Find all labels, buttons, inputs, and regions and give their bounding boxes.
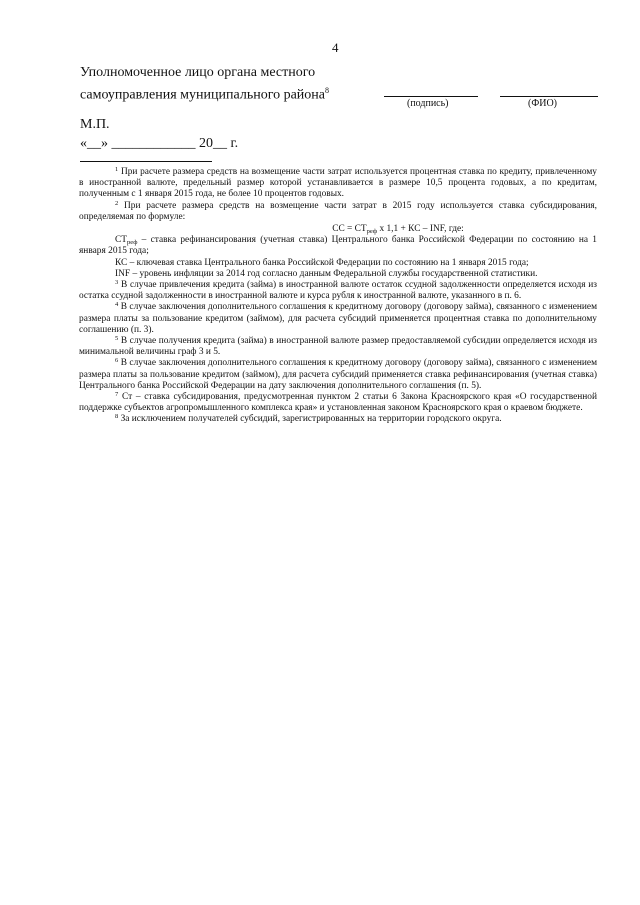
definition-subscript: реф bbox=[126, 239, 138, 247]
footnote-number: 4 bbox=[115, 301, 119, 309]
official-title-text: самоуправления муниципального района bbox=[80, 87, 326, 103]
footnote-ref-8: 8 bbox=[325, 86, 330, 95]
footnote-2 bbox=[79, 201, 597, 223]
footnote-text: Ст – ставка субсидирования, предусмотренная пунктом 2 статьи 6 Закона Красноярского края «О государственной поддержке субъектов агропромышленного комплекса края» и установленная законом Красноярского края о краевом бюджете. bbox=[79, 392, 597, 414]
page-number: 4 bbox=[332, 40, 339, 55]
footnote-number: 2 bbox=[115, 199, 119, 207]
footnote-8 bbox=[79, 414, 597, 425]
formula-right: x 1,1 + КС – INF, где: bbox=[377, 224, 464, 235]
official-signatory-block bbox=[80, 64, 329, 105]
footnote-text: В случае получения кредита (займа) в иностранной валюте размер предоставляемой субсидии определяется исходя из минимальной величины граф 3 и 5. bbox=[79, 336, 597, 358]
footnote-number: 6 bbox=[115, 357, 119, 365]
footnote-text: За исключением получателей субсидий, зарегистрированных на территории городского округа. bbox=[120, 414, 502, 425]
footnote-number: 7 bbox=[115, 391, 119, 399]
definition-st-ref bbox=[79, 235, 597, 257]
footnote-7 bbox=[79, 392, 597, 414]
subsidy-rate-formula bbox=[79, 224, 597, 235]
definition-ks: КС – ключевая ставка Центрального банка Российской Федерации по состоянию на 1 января 2015 года; bbox=[115, 257, 529, 268]
footnote-number: 3 bbox=[115, 279, 119, 287]
formula-subscript: реф bbox=[366, 228, 378, 236]
footnote-3 bbox=[79, 280, 597, 302]
official-title-line-2 bbox=[80, 82, 329, 105]
footnote-text: При расчете размера средств на возмещение части затрат используется процентная ставка по кредиту, привлеченному в иностранной валюте, предельный размер которой устанавливается в размере 10,5 процента годовых, а по кредитам, полученным с 1 января 2015 года, не более 10 процентов годовых. bbox=[79, 167, 597, 200]
official-title-line-1: Уполномоченное лицо органа местного bbox=[80, 65, 316, 80]
footnote-text: В случае заключения дополнительного соглашения к кредитному договору (договору займа), связанного с изменением размера платы за пользование кредитом (займом), для расчета субсидий применяется ставка рефинансирования (учетная ставка) Центрального банка Российской Федерации на дату заключения дополнительного соглашения (п. 5). bbox=[79, 358, 598, 391]
signature-line bbox=[384, 96, 478, 97]
name-line bbox=[500, 96, 598, 97]
footnote-4 bbox=[79, 302, 597, 336]
footnote-1 bbox=[79, 167, 597, 201]
footnote-5 bbox=[79, 336, 597, 358]
footnotes bbox=[79, 167, 597, 426]
name-caption: (ФИО) bbox=[528, 98, 558, 109]
date-line: «__» ____________ 20__ г. bbox=[80, 136, 239, 151]
definition-inf: INF – уровень инфляции за 2014 год согласно данным Федеральной службы государственной статистики. bbox=[115, 268, 538, 279]
footnote-separator bbox=[80, 161, 212, 162]
footnote-text: При расчете размера средств на возмещение части затрат в 2015 году используется ставка субсидирования, определяемая по формуле: bbox=[79, 200, 598, 222]
definition-term: СТ bbox=[115, 235, 127, 246]
footnote-6 bbox=[79, 358, 597, 392]
stamp-label: М.П. bbox=[80, 117, 110, 132]
footnote-number: 8 bbox=[115, 413, 119, 421]
footnote-number: 1 bbox=[115, 166, 119, 173]
formula-left: СС = СТ bbox=[332, 224, 367, 235]
definition-text: – ставка рефинансирования (учетная ставка) Центрального банка Российской Федерации по состоянию на 1 января 2015 года; bbox=[79, 235, 597, 257]
footnote-text: В случае заключения дополнительного соглашения к кредитному договору (договору займа), связанного с изменением размера платы за пользование кредитом (займом), для расчета субсидий применяется процентная ставка по дополнительному соглашению (п. 3). bbox=[79, 302, 598, 335]
signature-caption: (подпись) bbox=[407, 98, 449, 109]
footnote-text: В случае привлечения кредита (займа) в иностранной валюте остаток ссудной задолженности определяется исходя из остатка ссудной задолженности в иностранной валюте и курса рубля к иностранной валюте, указанного в п. 6. bbox=[79, 280, 598, 302]
footnote-number: 5 bbox=[115, 335, 119, 343]
